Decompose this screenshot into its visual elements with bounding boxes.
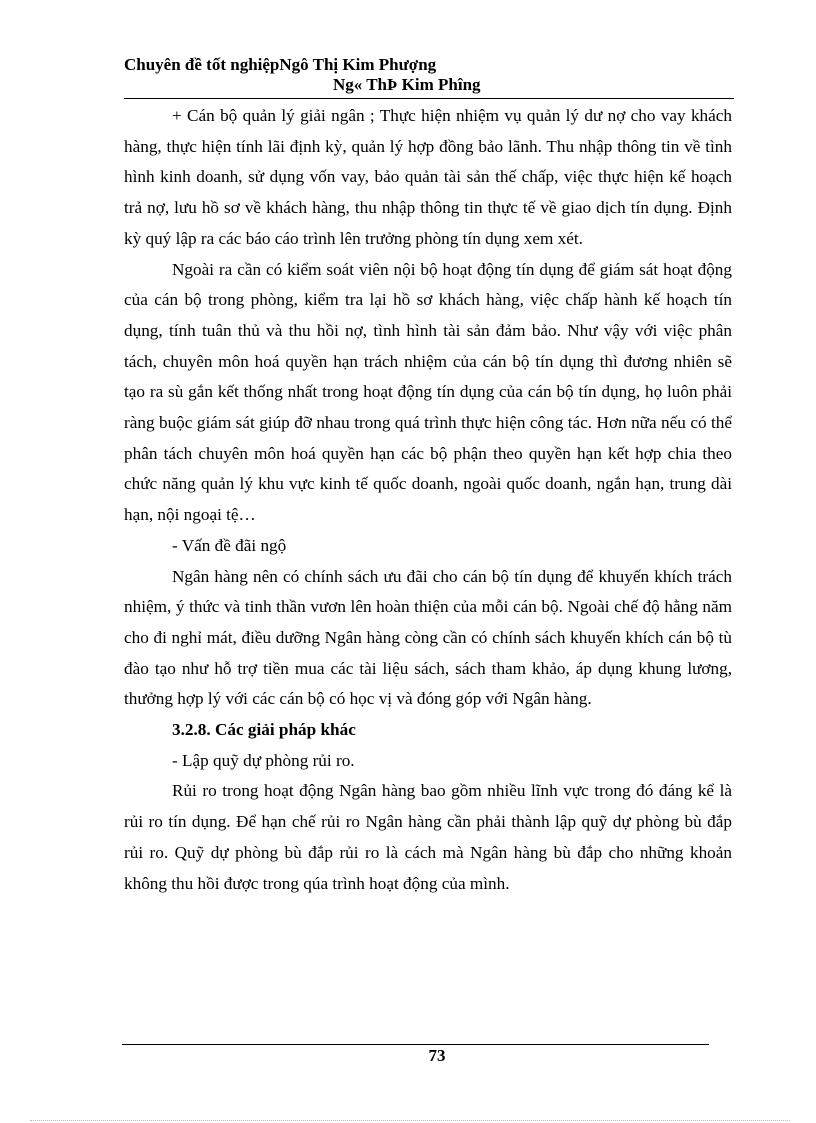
header-author-name: Ng« ThÞ Kim Phîng [333, 75, 481, 94]
paragraph-risk-fund-label: - Lập quỹ dự phòng rủi ro. [172, 750, 355, 770]
header-divider [124, 98, 734, 99]
page-number: 73 [428, 1046, 446, 1065]
section-heading: 3.2.8. Các giải pháp khác [172, 720, 356, 740]
paragraph-risk-fund: Rủi ro trong hoạt động Ngân hàng bao gồm nhiều lĩnh vực trong đó đáng kể là rủi ro tín dụng. Để hạn chế rủi ro Ngân hàng cần phải thành lập quỹ dự phòng bù đắp rủi ro. Quỹ dự phòng bù đắp rủi ro là cách mà Ngân hàng bù đắp cho những khoản không thu hồi được trong qúa trình hoạt động của mình. [124, 781, 732, 893]
footer-divider [122, 1044, 709, 1045]
running-header [124, 55, 734, 95]
page-bottom-border [30, 1120, 790, 1121]
paragraph-internal-control: Ngoài ra cần có kiểm soát viên nội bộ hoạt động tín dụng để giám sát hoạt động của cán bộ trong phòng, kiểm tra lại hồ sơ khách hàng, việc chấp hành kế hoạch tín dụng, tính tuân thủ và thu hồi nợ, tình hình tài sản đảm bảo. Như vậy với việc phân tách, chuyên môn hoá quyền hạn trách nhiệm của cán bộ tín dụng thì đương nhiên sẽ tạo ra sù gắn kết thống nhất trong hoạt động tín dụng của cán bộ tín dụng, họ luôn phải ràng buộc giám sát giúp đỡ nhau trong quá trình thực hiện công tác. Hơn nữa nếu có thể phân tách chuyên môn hoá quyền hạn các bộ phận theo quyền hạn kết hợp chia theo chức năng quản lý khu vực kinh tế quốc doanh, ngoài quốc doanh, ngắn hạn, trung dài hạn, nội ngoại tệ… [124, 259, 732, 525]
document-body [124, 101, 732, 899]
paragraph-remuneration-policy: Ngân hàng nên có chính sách ưu đãi cho cán bộ tín dụng để khuyến khích trách nhiệm, ý thức và tinh thần vươn lên hoàn thiện của mỗi cán bộ. Ngoài chế độ hằng năm cho đi nghỉ mát, điều dưỡng Ngân hàng còng cần có chính sách khuyến khích cán bộ tù đào tạo như hỗ trợ tiền mua các tài liệu sách, sách tham khảo, áp dụng khung lương, thưởng hợp lý với các cán bộ có học vị và đóng góp với Ngân hàng. [124, 566, 732, 709]
paragraph-loan-officer-duties: + Cán bộ quản lý giải ngân ; Thực hiện nhiệm vụ quản lý dư nợ cho vay khách hàng, thực hiện tính lãi định kỳ, quản lý hợp đồng bảo lãnh. Thu nhập thông tin về tình hình kinh doanh, sử dụng vốn vay, bảo quản tài sản thế chấp, việc thực hiện kế hoạch trả nợ, lưu hồ sơ về khách hàng, thu nhập thông tin thực tế về giao dịch tín dụng. Định kỳ quý lập ra các báo cáo trình lên trưởng phòng tín dụng xem xét. [124, 106, 732, 248]
header-title: Chuyên đề tốt nghiệpNgô Thị Kim Phượng [124, 55, 437, 74]
paragraph-remuneration-label: - Vấn đề đãi ngộ [172, 535, 287, 555]
